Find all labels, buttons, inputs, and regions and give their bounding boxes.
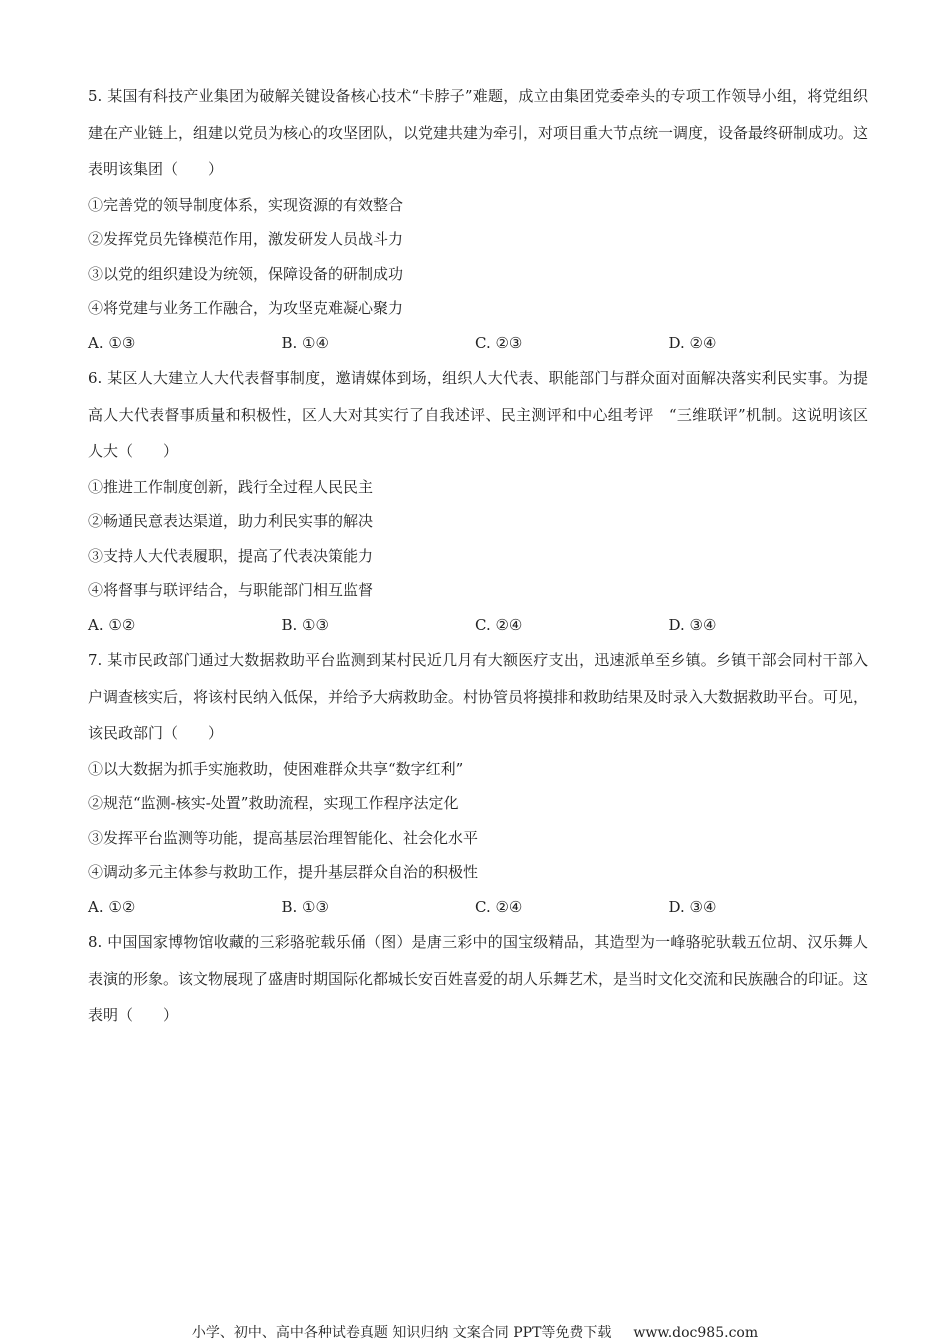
answer-choices [88, 326, 868, 361]
question-stem: 5. 某国有科技产业集团为破解关键设备核心技术“卡脖子”难题，成立由集团党委牵头的专项工作领导小组，将党组织建在产业链上，组建以党员为核心的攻坚团队，以党建共建为牵引，对项目重大节点统一调度，设备最终研制成功。这表明该集团（ ） [88, 87, 869, 178]
answer-d[interactable]: D. ③④ [668, 897, 717, 916]
question-8 [88, 924, 868, 1034]
option-4: ④调动多元主体参与救助工作，提升基层群众自治的积极性 [88, 863, 479, 881]
footer-text: 小学、初中、高中各种试卷真题 知识归纳 文案合同 PPT等免费下载 [191, 1325, 612, 1341]
option-1: ①推进工作制度创新，践行全过程人民民主 [88, 477, 374, 496]
option-2: ②规范“监测-核实-处置”救助流程，实现工作程序法定化 [88, 794, 459, 812]
option-3: ③支持人大代表履职，提高了代表决策能力 [88, 546, 374, 565]
question-7 [88, 642, 868, 924]
answer-choices [88, 608, 868, 643]
question-stem: 6. 某区人大建立人大代表督事制度，邀请媒体到场，组织人大代表、职能部门与群众面对面解决落实利民实事。为提高人大代表督事质量和积极性，区人大对其实行了自我述评、民主测评和中心组考评 “三维联评”机制。这说明该区人大（ ） [88, 369, 868, 460]
answer-a[interactable]: A. ①② [88, 897, 136, 916]
option-3: ③发挥平台监测等功能，提高基层治理智能化、社会化水平 [88, 828, 479, 847]
option-2: ②发挥党员先锋模范作用，激发研发人员战斗力 [88, 230, 404, 248]
answer-choices [88, 890, 868, 925]
answer-a[interactable]: A. ①③ [88, 333, 136, 352]
option-4: ④将督事与联评结合，与职能部门相互监督 [88, 581, 374, 599]
option-2: ②畅通民意表达渠道，助力利民实事的解决 [88, 512, 374, 530]
page-footer [0, 1322, 950, 1342]
answer-a[interactable]: A. ①② [88, 615, 136, 634]
question-6 [88, 360, 868, 642]
answer-c[interactable]: C. ②④ [475, 897, 523, 916]
answer-c[interactable]: C. ②④ [475, 615, 523, 634]
answer-c[interactable]: C. ②③ [475, 333, 523, 352]
exam-page [88, 78, 868, 1034]
option-1: ①完善党的领导制度体系，实现资源的有效整合 [88, 195, 404, 214]
answer-d[interactable]: D. ②④ [668, 333, 717, 352]
question-5 [88, 78, 868, 360]
answer-d[interactable]: D. ③④ [668, 615, 717, 634]
answer-b[interactable]: B. ①③ [281, 897, 329, 916]
answer-b[interactable]: B. ①③ [281, 615, 329, 634]
question-stem: 8. 中国国家博物馆收藏的三彩骆驼载乐俑（图）是唐三彩中的国宝级精品，其造型为一峰骆驼驮载五位胡、汉乐舞人表演的形象。该文物展现了盛唐时期国际化都城长安百姓喜爱的胡人乐舞艺术，是当时文化交流和民族融合的印证。这表明（ ） [88, 933, 869, 1024]
option-4: ④将党建与业务工作融合，为攻坚克难凝心聚力 [88, 299, 404, 317]
answer-b[interactable]: B. ①④ [281, 333, 329, 352]
question-stem: 7. 某市民政部门通过大数据救助平台监测到某村民近几月有大额医疗支出，迅速派单至乡镇。乡镇干部会同村干部入户调查核实后，将该村民纳入低保，并给予大病救助金。村协管员将摸排和救助结果及时录入大数据救助平台。可见，该民政部门（ ） [88, 651, 869, 742]
option-3: ③以党的组织建设为统领，保障设备的研制成功 [88, 264, 404, 283]
option-1: ①以大数据为抓手实施救助，使困难群众共享“数字红利” [88, 759, 464, 778]
footer-url[interactable]: www.doc985.com [633, 1325, 759, 1341]
